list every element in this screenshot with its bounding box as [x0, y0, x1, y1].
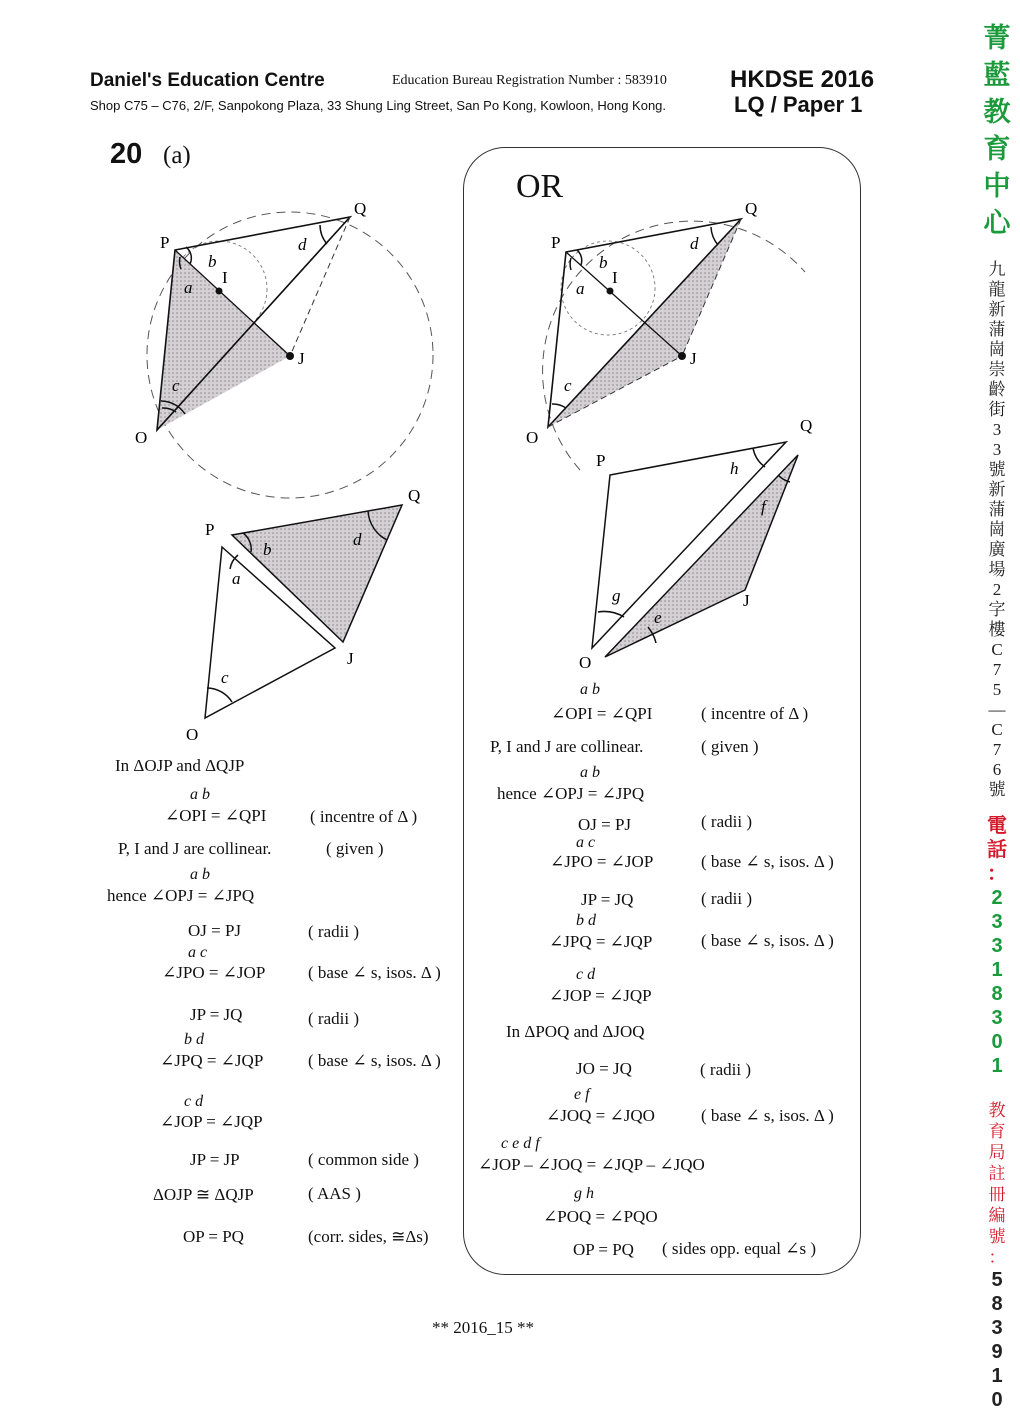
- proof-reason: ( radii ): [308, 1009, 359, 1028]
- label-c: c: [172, 376, 180, 395]
- proof-reason: ( radii ): [701, 812, 752, 831]
- proof-reason: ( radii ): [700, 1060, 751, 1079]
- proof-angle-labels: a b: [580, 681, 600, 698]
- or-label: OR: [516, 168, 564, 205]
- side-phone-label: 電 話 ：: [987, 815, 1007, 885]
- label-P: P: [205, 520, 215, 539]
- label-a: a: [184, 278, 193, 297]
- proof-statement: P, I and J are collinear.: [118, 839, 272, 858]
- label-Q: Q: [408, 486, 421, 505]
- label-O: O: [579, 653, 592, 672]
- side-registration-label: 教 育 局 註 冊 編 號 ：: [988, 1101, 1006, 1267]
- proof-statement: OP = PQ: [183, 1227, 244, 1246]
- proof-statement: ∠JOP – ∠JOQ = ∠JQP – ∠JQO: [478, 1155, 705, 1174]
- label-f: f: [761, 497, 766, 516]
- proof-angle-labels: g h: [574, 1185, 594, 1202]
- left-circle-figure: [147, 212, 433, 498]
- proof-statement: ∠OPI = ∠QPI: [165, 806, 267, 825]
- label-Q: Q: [745, 199, 758, 218]
- proof-statement: ∠JPQ = ∠JQP: [160, 1051, 264, 1070]
- proof-angle-labels: e f: [574, 1086, 590, 1103]
- proof-reason: ( given ): [701, 737, 759, 756]
- label-a: a: [576, 279, 585, 298]
- label-b: b: [599, 253, 608, 272]
- proof-statement: OP = PQ: [573, 1240, 634, 1259]
- centre-name: Daniel's Education Centre: [90, 70, 325, 91]
- proof-statement: JO = JQ: [576, 1059, 632, 1078]
- proof-reason: ( base ∠ s, isos. Δ ): [701, 931, 834, 950]
- registration-number: Education Bureau Registration Number : 583910: [392, 73, 667, 88]
- label-a: a: [232, 569, 241, 588]
- label-Q: Q: [800, 416, 813, 435]
- label-b: b: [263, 540, 272, 559]
- label-P: P: [596, 451, 606, 470]
- side-centre-name: 菁 藍 教 育 中 心: [983, 23, 1011, 238]
- proof-statement: hence ∠OPJ = ∠JPQ: [497, 784, 645, 803]
- proof-statement: P, I and J are collinear.: [490, 737, 644, 756]
- side-registration-number: 5 8 3 9 1 0: [991, 1269, 1003, 1411]
- centre-address: Shop C75 – C76, 2/F, Sanpokong Plaza, 33 Shung Ling Street, San Po Kong, Kowloon, Hong Kong.: [90, 98, 667, 113]
- proof-angle-labels: a c: [576, 834, 596, 851]
- question-part: (a): [163, 142, 191, 169]
- proof-statement: ∠JOP = ∠JQP: [160, 1112, 263, 1131]
- point-J: [678, 352, 686, 360]
- proof-reason: ( AAS ): [308, 1184, 361, 1203]
- label-d: d: [353, 530, 362, 549]
- label-I: I: [612, 268, 618, 287]
- proof-angle-labels: c e d f: [501, 1135, 540, 1152]
- label-d: d: [298, 235, 307, 254]
- right-circle-figure: [543, 219, 805, 470]
- proof-statement: JP = JQ: [581, 890, 634, 909]
- left-exploded-figure: [205, 505, 402, 718]
- proof-angle-labels: a b: [190, 786, 210, 803]
- label-d: d: [690, 234, 699, 253]
- proof-reason: ( radii ): [308, 922, 359, 941]
- proof-statement: ∠JPQ = ∠JQP: [549, 932, 653, 951]
- side-strip: [980, 20, 1014, 1412]
- label-e: e: [654, 608, 662, 627]
- proof-angle-labels: b d: [576, 912, 596, 929]
- proof-angle-labels: a b: [580, 764, 600, 781]
- proof-angle-labels: a c: [188, 944, 208, 961]
- label-P: P: [551, 233, 561, 252]
- point-I: [216, 288, 223, 295]
- proof-statement: ∠POQ = ∠PQO: [543, 1207, 658, 1226]
- proof-reason: ( base ∠ s, isos. Δ ): [701, 852, 834, 871]
- label-b: b: [208, 252, 217, 271]
- side-phone: 2 3 3 1 8 3 0 1: [991, 887, 1003, 1077]
- proof-statement: ∠JOP = ∠JQP: [549, 986, 652, 1005]
- exam-title: HKDSE 2016: [730, 66, 875, 93]
- proof-angle-labels: c d: [184, 1093, 204, 1110]
- label-g: g: [612, 586, 621, 605]
- proof-statement: In ΔPOQ and ΔJOQ: [506, 1022, 645, 1041]
- left-proof-intro: In ΔOJP and ΔQJP: [115, 756, 245, 775]
- label-c: c: [564, 376, 572, 395]
- proof-statement: hence ∠OPJ = ∠JPQ: [107, 886, 255, 905]
- proof-angle-labels: c d: [576, 966, 596, 983]
- question-number: 20: [110, 138, 143, 170]
- page-footer: ** 2016_15 **: [432, 1318, 534, 1337]
- label-O: O: [135, 428, 148, 447]
- proof-statement: ΔOJP ≅ ΔQJP: [153, 1185, 254, 1204]
- proof-reason: ( sides opp. equal ∠s ): [662, 1239, 816, 1258]
- proof-angle-labels: b d: [184, 1031, 204, 1048]
- label-J: J: [743, 591, 750, 610]
- shaded-triangle-JOQ: [605, 455, 798, 657]
- label-I: I: [222, 268, 228, 287]
- proof-statement: JP = JP: [190, 1150, 240, 1169]
- label-J: J: [690, 349, 697, 368]
- shaded-triangle-QJP: [232, 505, 402, 642]
- proof-statement: ∠JPO = ∠JOP: [162, 963, 266, 982]
- label-Q: Q: [354, 199, 367, 218]
- label-O: O: [186, 725, 199, 744]
- paper-title: LQ / Paper 1: [734, 92, 863, 117]
- proof-angle-labels: a b: [190, 866, 210, 883]
- proof-statement: ∠JPO = ∠JOP: [550, 852, 654, 871]
- proof-reason: ( base ∠ s, isos. Δ ): [701, 1106, 834, 1125]
- proof-reason: ( radii ): [701, 889, 752, 908]
- label-c: c: [221, 668, 229, 687]
- proof-reason: ( given ): [326, 839, 384, 858]
- label-J: J: [347, 649, 354, 668]
- proof-reason: ( common side ): [308, 1150, 419, 1169]
- proof-statement: ∠JOQ = ∠JQO: [546, 1106, 655, 1125]
- proof-reason: ( base ∠ s, isos. Δ ): [308, 1051, 441, 1070]
- label-J: J: [298, 349, 305, 368]
- proof-reason: ( incentre of Δ ): [701, 704, 809, 723]
- label-P: P: [160, 233, 170, 252]
- point-J: [286, 352, 294, 360]
- proof-statement: OJ = PJ: [578, 815, 632, 834]
- label-O: O: [526, 428, 539, 447]
- proof-reason: ( base ∠ s, isos. Δ ): [308, 963, 441, 982]
- label-h: h: [730, 459, 739, 478]
- proof-statement: ∠OPI = ∠QPI: [551, 704, 653, 723]
- proof-reason: (corr. sides, ≅Δs): [308, 1227, 429, 1246]
- right-exploded-figure: [592, 442, 798, 657]
- side-address: 九 龍 新 蒲 崗 崇 齡 街 3 3 號 新 蒲 崗 廣 場 2 字 樓 C 7 5 — C 7 6 號: [988, 260, 1006, 799]
- proof-statement: OJ = PJ: [188, 921, 242, 940]
- point-I: [607, 288, 614, 295]
- proof-reason: ( incentre of Δ ): [310, 807, 418, 826]
- proof-statement: JP = JQ: [190, 1005, 243, 1024]
